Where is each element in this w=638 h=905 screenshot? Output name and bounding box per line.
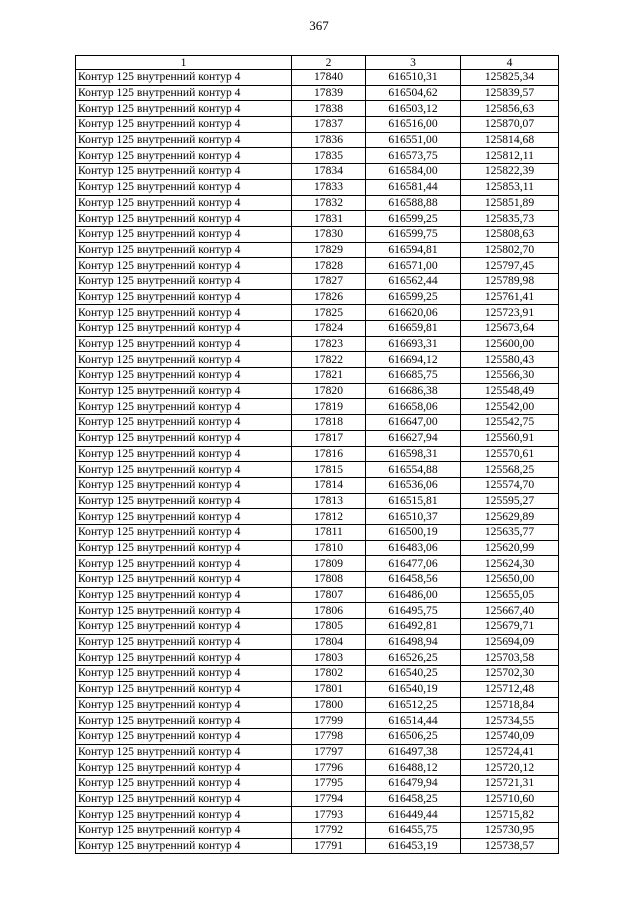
- point-number-cell: 17811: [292, 524, 366, 540]
- y-coordinate-cell: 125650,00: [461, 572, 559, 588]
- table-row: [76, 85, 559, 101]
- table-row: [76, 587, 559, 603]
- point-number-cell: 17819: [292, 399, 366, 415]
- x-coordinate-cell: 616510,31: [366, 70, 461, 86]
- y-coordinate-cell: 125679,71: [461, 619, 559, 635]
- contour-name-cell: Контур 125 внутренний контур 4: [76, 101, 292, 117]
- x-coordinate-cell: 616599,75: [366, 226, 461, 242]
- table-row: [76, 226, 559, 242]
- point-number-cell: 17817: [292, 430, 366, 446]
- x-coordinate-cell: 616497,38: [366, 744, 461, 760]
- coordinates-table: [75, 55, 559, 854]
- x-coordinate-cell: 616647,00: [366, 415, 461, 431]
- column-header: 4: [461, 56, 559, 70]
- point-number-cell: 17834: [292, 164, 366, 180]
- contour-name-cell: Контур 125 внутренний контур 4: [76, 399, 292, 415]
- contour-name-cell: Контур 125 внутренний контур 4: [76, 791, 292, 807]
- point-number-cell: 17830: [292, 226, 366, 242]
- contour-name-cell: Контур 125 внутренний контур 4: [76, 164, 292, 180]
- point-number-cell: 17837: [292, 117, 366, 133]
- table-row: [76, 305, 559, 321]
- contour-name-cell: Контур 125 внутренний контур 4: [76, 195, 292, 211]
- x-coordinate-cell: 616458,25: [366, 791, 461, 807]
- x-coordinate-cell: 616693,31: [366, 336, 461, 352]
- x-coordinate-cell: 616504,62: [366, 85, 461, 101]
- contour-name-cell: Контур 125 внутренний контур 4: [76, 336, 292, 352]
- x-coordinate-cell: 616503,12: [366, 101, 461, 117]
- contour-name-cell: Контур 125 внутренний контур 4: [76, 823, 292, 839]
- table-row: [76, 462, 559, 478]
- point-number-cell: 17809: [292, 556, 366, 572]
- point-number-cell: 17832: [292, 195, 366, 211]
- x-coordinate-cell: 616477,06: [366, 556, 461, 572]
- point-number-cell: 17795: [292, 775, 366, 791]
- contour-name-cell: Контур 125 внутренний контур 4: [76, 760, 292, 776]
- y-coordinate-cell: 125712,48: [461, 681, 559, 697]
- y-coordinate-cell: 125629,89: [461, 509, 559, 525]
- point-number-cell: 17797: [292, 744, 366, 760]
- x-coordinate-cell: 616571,00: [366, 258, 461, 274]
- table-row: [76, 760, 559, 776]
- point-number-cell: 17835: [292, 148, 366, 164]
- contour-name-cell: Контур 125 внутренний контур 4: [76, 775, 292, 791]
- point-number-cell: 17806: [292, 603, 366, 619]
- contour-name-cell: Контур 125 внутренний контур 4: [76, 368, 292, 384]
- y-coordinate-cell: 125570,61: [461, 446, 559, 462]
- x-coordinate-cell: 616488,12: [366, 760, 461, 776]
- table-row: [76, 430, 559, 446]
- contour-name-cell: Контур 125 внутренний контур 4: [76, 258, 292, 274]
- table-row: [76, 415, 559, 431]
- x-coordinate-cell: 616620,06: [366, 305, 461, 321]
- point-number-cell: 17813: [292, 493, 366, 509]
- table-row: [76, 179, 559, 195]
- contour-name-cell: Контур 125 внутренний контур 4: [76, 744, 292, 760]
- table-row: [76, 399, 559, 415]
- point-number-cell: 17824: [292, 321, 366, 337]
- y-coordinate-cell: 125870,07: [461, 117, 559, 133]
- y-coordinate-cell: 125673,64: [461, 321, 559, 337]
- contour-name-cell: Контур 125 внутренний контур 4: [76, 619, 292, 635]
- y-coordinate-cell: 125720,12: [461, 760, 559, 776]
- table-row: [76, 132, 559, 148]
- x-coordinate-cell: 616554,88: [366, 462, 461, 478]
- contour-name-cell: Контур 125 внутренний контур 4: [76, 446, 292, 462]
- table-row: [76, 509, 559, 525]
- point-number-cell: 17821: [292, 368, 366, 384]
- table-row: [76, 619, 559, 635]
- x-coordinate-cell: 616599,25: [366, 211, 461, 227]
- y-coordinate-cell: 125620,99: [461, 540, 559, 556]
- contour-name-cell: Контур 125 внутренний контур 4: [76, 430, 292, 446]
- point-number-cell: 17818: [292, 415, 366, 431]
- x-coordinate-cell: 616449,44: [366, 807, 461, 823]
- y-coordinate-cell: 125825,34: [461, 70, 559, 86]
- point-number-cell: 17826: [292, 289, 366, 305]
- y-coordinate-cell: 125812,11: [461, 148, 559, 164]
- column-header: 2: [292, 56, 366, 70]
- point-number-cell: 17791: [292, 838, 366, 854]
- contour-name-cell: Контур 125 внутренний контур 4: [76, 556, 292, 572]
- x-coordinate-cell: 616594,81: [366, 242, 461, 258]
- point-number-cell: 17828: [292, 258, 366, 274]
- point-number-cell: 17812: [292, 509, 366, 525]
- point-number-cell: 17839: [292, 85, 366, 101]
- x-coordinate-cell: 616506,25: [366, 728, 461, 744]
- y-coordinate-cell: 125724,41: [461, 744, 559, 760]
- x-coordinate-cell: 616526,25: [366, 650, 461, 666]
- y-coordinate-cell: 125718,84: [461, 697, 559, 713]
- contour-name-cell: Контур 125 внутренний контур 4: [76, 117, 292, 133]
- point-number-cell: 17802: [292, 666, 366, 682]
- contour-name-cell: Контур 125 внутренний контур 4: [76, 148, 292, 164]
- point-number-cell: 17825: [292, 305, 366, 321]
- contour-name-cell: Контур 125 внутренний контур 4: [76, 540, 292, 556]
- y-coordinate-cell: 125702,30: [461, 666, 559, 682]
- y-coordinate-cell: 125814,68: [461, 132, 559, 148]
- table-row: [76, 164, 559, 180]
- point-number-cell: 17808: [292, 572, 366, 588]
- x-coordinate-cell: 616453,19: [366, 838, 461, 854]
- table-row: [76, 681, 559, 697]
- table-header-row: [76, 56, 559, 70]
- table-row: [76, 791, 559, 807]
- point-number-cell: 17804: [292, 634, 366, 650]
- table-row: [76, 493, 559, 509]
- table-row: [76, 540, 559, 556]
- point-number-cell: 17805: [292, 619, 366, 635]
- x-coordinate-cell: 616512,25: [366, 697, 461, 713]
- contour-name-cell: Контур 125 внутренний контур 4: [76, 477, 292, 493]
- point-number-cell: 17838: [292, 101, 366, 117]
- table-row: [76, 117, 559, 133]
- x-coordinate-cell: 616486,00: [366, 587, 461, 603]
- table-row: [76, 697, 559, 713]
- contour-name-cell: Контур 125 внутренний контур 4: [76, 242, 292, 258]
- point-number-cell: 17799: [292, 713, 366, 729]
- table-row: [76, 289, 559, 305]
- table-row: [76, 336, 559, 352]
- contour-name-cell: Контур 125 внутренний контур 4: [76, 524, 292, 540]
- x-coordinate-cell: 616514,44: [366, 713, 461, 729]
- table-row: [76, 556, 559, 572]
- point-number-cell: 17823: [292, 336, 366, 352]
- contour-name-cell: Контур 125 внутренний контур 4: [76, 650, 292, 666]
- contour-name-cell: Контур 125 внутренний контур 4: [76, 70, 292, 86]
- y-coordinate-cell: 125542,75: [461, 415, 559, 431]
- y-coordinate-cell: 125802,70: [461, 242, 559, 258]
- y-coordinate-cell: 125761,41: [461, 289, 559, 305]
- point-number-cell: 17798: [292, 728, 366, 744]
- x-coordinate-cell: 616599,25: [366, 289, 461, 305]
- y-coordinate-cell: 125560,91: [461, 430, 559, 446]
- y-coordinate-cell: 125789,98: [461, 273, 559, 289]
- x-coordinate-cell: 616581,44: [366, 179, 461, 195]
- x-coordinate-cell: 616492,81: [366, 619, 461, 635]
- table-row: [76, 650, 559, 666]
- table-row: [76, 713, 559, 729]
- contour-name-cell: Контур 125 внутренний контур 4: [76, 728, 292, 744]
- point-number-cell: 17801: [292, 681, 366, 697]
- column-header: 1: [76, 56, 292, 70]
- x-coordinate-cell: 616573,75: [366, 148, 461, 164]
- y-coordinate-cell: 125710,60: [461, 791, 559, 807]
- y-coordinate-cell: 125703,58: [461, 650, 559, 666]
- table-row: [76, 101, 559, 117]
- point-number-cell: 17792: [292, 823, 366, 839]
- table-row: [76, 477, 559, 493]
- contour-name-cell: Контур 125 внутренний контур 4: [76, 493, 292, 509]
- y-coordinate-cell: 125734,55: [461, 713, 559, 729]
- y-coordinate-cell: 125856,63: [461, 101, 559, 117]
- x-coordinate-cell: 616540,25: [366, 666, 461, 682]
- x-coordinate-cell: 616659,81: [366, 321, 461, 337]
- y-coordinate-cell: 125730,95: [461, 823, 559, 839]
- contour-name-cell: Контур 125 внутренний контур 4: [76, 321, 292, 337]
- y-coordinate-cell: 125548,49: [461, 383, 559, 399]
- table-row: [76, 634, 559, 650]
- y-coordinate-cell: 125635,77: [461, 524, 559, 540]
- x-coordinate-cell: 616598,31: [366, 446, 461, 462]
- table-row: [76, 148, 559, 164]
- point-number-cell: 17815: [292, 462, 366, 478]
- contour-name-cell: Контур 125 внутренний контур 4: [76, 289, 292, 305]
- table-row: [76, 823, 559, 839]
- y-coordinate-cell: 125595,27: [461, 493, 559, 509]
- point-number-cell: 17840: [292, 70, 366, 86]
- contour-name-cell: Контур 125 внутренний контур 4: [76, 603, 292, 619]
- table-row: [76, 195, 559, 211]
- x-coordinate-cell: 616510,37: [366, 509, 461, 525]
- point-number-cell: 17831: [292, 211, 366, 227]
- column-header: 3: [366, 56, 461, 70]
- y-coordinate-cell: 125624,30: [461, 556, 559, 572]
- table-row: [76, 728, 559, 744]
- y-coordinate-cell: 125808,63: [461, 226, 559, 242]
- y-coordinate-cell: 125566,30: [461, 368, 559, 384]
- x-coordinate-cell: 616588,88: [366, 195, 461, 211]
- x-coordinate-cell: 616479,94: [366, 775, 461, 791]
- table-row: [76, 211, 559, 227]
- x-coordinate-cell: 616686,38: [366, 383, 461, 399]
- x-coordinate-cell: 616627,94: [366, 430, 461, 446]
- point-number-cell: 17827: [292, 273, 366, 289]
- x-coordinate-cell: 616685,75: [366, 368, 461, 384]
- y-coordinate-cell: 125740,09: [461, 728, 559, 744]
- y-coordinate-cell: 125839,57: [461, 85, 559, 101]
- point-number-cell: 17833: [292, 179, 366, 195]
- table-row: [76, 807, 559, 823]
- contour-name-cell: Контур 125 внутренний контур 4: [76, 509, 292, 525]
- x-coordinate-cell: 616495,75: [366, 603, 461, 619]
- y-coordinate-cell: 125822,39: [461, 164, 559, 180]
- table-row: [76, 258, 559, 274]
- point-number-cell: 17794: [292, 791, 366, 807]
- table-row: [76, 321, 559, 337]
- contour-name-cell: Контур 125 внутренний контур 4: [76, 838, 292, 854]
- table-row: [76, 838, 559, 854]
- x-coordinate-cell: 616584,00: [366, 164, 461, 180]
- table-row: [76, 70, 559, 86]
- contour-name-cell: Контур 125 внутренний контур 4: [76, 572, 292, 588]
- table-row: [76, 383, 559, 399]
- point-number-cell: 17822: [292, 352, 366, 368]
- page-number: 367: [309, 18, 329, 33]
- point-number-cell: 17814: [292, 477, 366, 493]
- table-row: [76, 666, 559, 682]
- point-number-cell: 17793: [292, 807, 366, 823]
- contour-name-cell: Контур 125 внутренний контур 4: [76, 85, 292, 101]
- point-number-cell: 17807: [292, 587, 366, 603]
- point-number-cell: 17800: [292, 697, 366, 713]
- x-coordinate-cell: 616562,44: [366, 273, 461, 289]
- y-coordinate-cell: 125721,31: [461, 775, 559, 791]
- point-number-cell: 17810: [292, 540, 366, 556]
- contour-name-cell: Контур 125 внутренний контур 4: [76, 415, 292, 431]
- y-coordinate-cell: 125715,82: [461, 807, 559, 823]
- y-coordinate-cell: 125667,40: [461, 603, 559, 619]
- y-coordinate-cell: 125835,73: [461, 211, 559, 227]
- y-coordinate-cell: 125797,45: [461, 258, 559, 274]
- table-row: [76, 273, 559, 289]
- y-coordinate-cell: 125738,57: [461, 838, 559, 854]
- table-row: [76, 744, 559, 760]
- contour-name-cell: Контур 125 внутренний контур 4: [76, 713, 292, 729]
- y-coordinate-cell: 125723,91: [461, 305, 559, 321]
- x-coordinate-cell: 616483,06: [366, 540, 461, 556]
- x-coordinate-cell: 616516,00: [366, 117, 461, 133]
- contour-name-cell: Контур 125 внутренний контур 4: [76, 807, 292, 823]
- contour-name-cell: Контур 125 внутренний контур 4: [76, 383, 292, 399]
- contour-name-cell: Контур 125 внутренний контур 4: [76, 462, 292, 478]
- point-number-cell: 17836: [292, 132, 366, 148]
- point-number-cell: 17829: [292, 242, 366, 258]
- table-row: [76, 446, 559, 462]
- point-number-cell: 17803: [292, 650, 366, 666]
- contour-name-cell: Контур 125 внутренний контур 4: [76, 179, 292, 195]
- x-coordinate-cell: 616551,00: [366, 132, 461, 148]
- y-coordinate-cell: 125600,00: [461, 336, 559, 352]
- contour-name-cell: Контур 125 внутренний контур 4: [76, 211, 292, 227]
- contour-name-cell: Контур 125 внутренний контур 4: [76, 634, 292, 650]
- y-coordinate-cell: 125655,05: [461, 587, 559, 603]
- contour-name-cell: Контур 125 внутренний контур 4: [76, 352, 292, 368]
- x-coordinate-cell: 616458,56: [366, 572, 461, 588]
- y-coordinate-cell: 125853,11: [461, 179, 559, 195]
- contour-name-cell: Контур 125 внутренний контур 4: [76, 666, 292, 682]
- point-number-cell: 17816: [292, 446, 366, 462]
- x-coordinate-cell: 616694,12: [366, 352, 461, 368]
- table-row: [76, 352, 559, 368]
- x-coordinate-cell: 616515,81: [366, 493, 461, 509]
- y-coordinate-cell: 125574,70: [461, 477, 559, 493]
- contour-name-cell: Контур 125 внутренний контур 4: [76, 681, 292, 697]
- table-row: [76, 242, 559, 258]
- y-coordinate-cell: 125851,89: [461, 195, 559, 211]
- point-number-cell: 17820: [292, 383, 366, 399]
- x-coordinate-cell: 616540,19: [366, 681, 461, 697]
- x-coordinate-cell: 616455,75: [366, 823, 461, 839]
- table-row: [76, 603, 559, 619]
- x-coordinate-cell: 616500,19: [366, 524, 461, 540]
- x-coordinate-cell: 616536,06: [366, 477, 461, 493]
- table-row: [76, 368, 559, 384]
- contour-name-cell: Контур 125 внутренний контур 4: [76, 697, 292, 713]
- y-coordinate-cell: 125542,00: [461, 399, 559, 415]
- x-coordinate-cell: 616658,06: [366, 399, 461, 415]
- contour-name-cell: Контур 125 внутренний контур 4: [76, 587, 292, 603]
- contour-name-cell: Контур 125 внутренний контур 4: [76, 226, 292, 242]
- contour-name-cell: Контур 125 внутренний контур 4: [76, 132, 292, 148]
- contour-name-cell: Контур 125 внутренний контур 4: [76, 305, 292, 321]
- point-number-cell: 17796: [292, 760, 366, 776]
- y-coordinate-cell: 125694,09: [461, 634, 559, 650]
- y-coordinate-cell: 125568,25: [461, 462, 559, 478]
- y-coordinate-cell: 125580,43: [461, 352, 559, 368]
- table-row: [76, 572, 559, 588]
- table-row: [76, 775, 559, 791]
- contour-name-cell: Контур 125 внутренний контур 4: [76, 273, 292, 289]
- x-coordinate-cell: 616498,94: [366, 634, 461, 650]
- table-row: [76, 524, 559, 540]
